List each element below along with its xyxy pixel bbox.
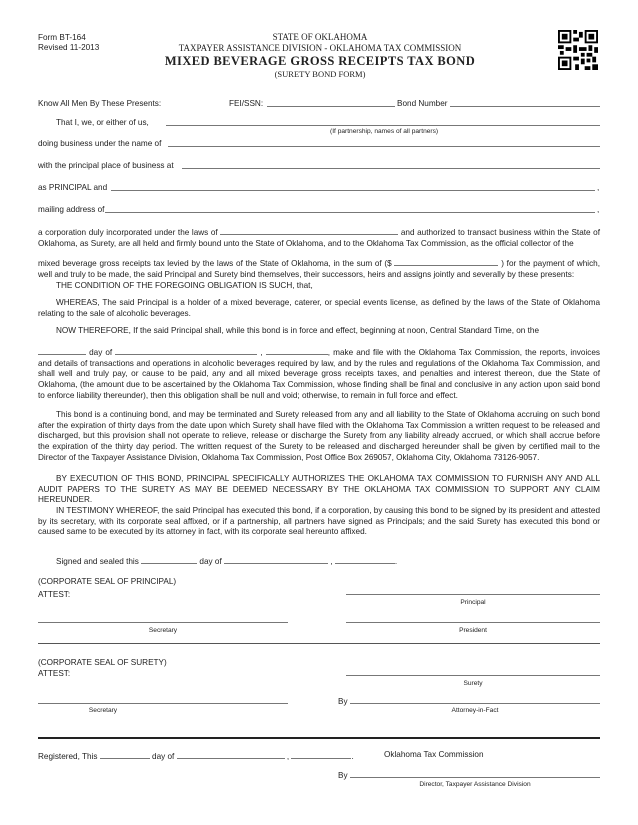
principal-signature-line[interactable] (346, 594, 600, 595)
principal-seal-label: (CORPORATE SEAL OF PRINCIPAL) (38, 577, 177, 586)
attorney-label: Attorney-in-Fact (451, 707, 499, 714)
corp-post: and authorized to transact business within the State of Oklahoma, as Surety, are all held and firmly bound unto the State of Oklahoma, and to the Oklahoma Tax Commission, as the official collector of the (38, 228, 600, 248)
fei-ssn-field[interactable] (267, 106, 395, 107)
sum-paragraph (38, 257, 600, 280)
surety-secretary-signature-line[interactable] (38, 703, 288, 704)
bond-amount-field[interactable] (394, 257, 498, 266)
form-subtitle: (SURETY BOND FORM) (274, 69, 366, 79)
signed-year-field[interactable] (335, 555, 398, 566)
registered-this-label: Registered, This (38, 752, 98, 761)
sum-post: ) for the payment of which, well and truly to be made, the said Principal and Surety bind themselves, their successors, heirs and assigns jointly and severally by these presents: (38, 259, 601, 279)
that-i-label: That I, we, or either of us, (56, 118, 149, 127)
continuing-bond-paragraph: This bond is a continuing bond, and may be terminated and Surety released from any and all liability to the State of Oklahoma accruing on such bond after the expiration of thirty days from the date upon which Surety shall have filed with the Oklahoma Tax Commission a written request to be released and discharged, but this provision shall not operate to relieve, release or discharge the Surety from any liability already accrued, or which shall accrue before the expiration of the thirty day period. The written request of the Surety to be released and discharged hereunder shall be given by certified mail to the Director of the Taxpayer Assistance Division, Oklahoma Tax Commission, Post Office Box 269057, Oklahoma City, Oklahoma 73126-9057. (38, 410, 600, 462)
mailing-address-field[interactable] (105, 212, 595, 213)
signed-month-field[interactable] (224, 555, 328, 564)
by-execution-paragraph: BY EXECUTION OF THIS BOND, PRINCIPAL SPECIFICALLY AUTHORIZES THE OKLAHOMA TAX COMMISSION TO FURNISH ANY AND ALL AUDIT PAPERS TO THE SURETY AS MAY BE DEEMED NECESSARY BY THE OKLAHOMA TAX COMMISSION TO SUPPORT ANY CLAIM HEREUNDER. (38, 474, 600, 505)
period: . (351, 752, 354, 761)
commission-label: Oklahoma Tax Commission (384, 750, 484, 759)
principal-place-label: with the principal place of business at (38, 161, 174, 170)
signed-day-of-label: day of (199, 557, 222, 566)
director-signature-line[interactable] (350, 777, 600, 778)
surety-seal-label: (CORPORATE SEAL OF SURETY) (38, 658, 167, 667)
principal-secretary-signature-line[interactable] (38, 622, 288, 623)
state-heading: STATE OF OKLAHOMA (272, 32, 368, 42)
period: . (394, 557, 398, 566)
corporation-paragraph (38, 226, 600, 249)
director-label: Director, Taxpayer Assistance Division (419, 781, 531, 788)
know-all-label: Know All Men By These Presents: (38, 99, 162, 108)
state-of-incorporation-field[interactable] (220, 226, 398, 235)
as-principal-field[interactable] (111, 190, 595, 191)
registered-month-field[interactable] (177, 750, 285, 759)
surety-secretary-label: Secretary (88, 707, 118, 714)
president-label: President (459, 627, 487, 634)
month-field[interactable] (115, 346, 257, 355)
registered-year-field[interactable] (291, 750, 354, 761)
principal-attest-label: ATTEST: (38, 590, 71, 599)
sum-pre: mixed beverage gross receipts tax levied by the laws of the State of Oklahoma, in the sum of ($ (38, 259, 392, 268)
registration-by-label: By (338, 771, 348, 780)
year-field[interactable] (266, 346, 328, 355)
day-of-paragraph: day of , , make and file with the Oklahoma Tax Commission, the reports, invoices and details of transactions and operations in alcoholic beverages required by law, and by the rules and regulations of the Oklahoma Tax Commission, and shall well and truly pay, or cause to be paid, any and all mixed beverage gross receipts taxes, and penalties and interest thereon, due the State of Oklahoma, (the amount due to be ascertained by the Oklahoma Tax Commission, whose finding shall be final and conclusive in any action upon said bond to enforce liability thereunder), then this obligation shall be null and void; otherwise, to remain in full force and effect. (38, 348, 601, 400)
division-heading: TAXPAYER ASSISTANCE DIVISION - OKLAHOMA TAX COMMISSION (178, 43, 462, 53)
whereas-paragraph: WHEREAS, The said Principal is a holder of a mixed beverage, caterer, or special events license, as defined by the laws of the State of Oklahoma relating to the sale of alcoholic beverages. (38, 298, 600, 318)
testimony-paragraph: IN TESTIMONY WHEREOF, the said Principal has executed this bond, if a corporation, by causing this bond to be signed by its president and attested by its secretary, with its corporate seal affixed, or if a partnership, all partners have signed as Principals; and the said Surety has executed this bond or caused same to be executed by its attorney in fact, with its corporate seal hereunto affixed. (38, 506, 600, 537)
signed-sealed-row: Signed and sealed this day of , . (56, 557, 398, 566)
surety-label: Surety (463, 680, 483, 687)
registration-divider (38, 737, 600, 739)
corp-pre: a corporation duly incorporated under the laws of (38, 228, 218, 237)
now-therefore-paragraph: NOW THEREFORE, If the said Principal shall, while this bond is in force and effect, beginning at noon, Central Standard Time, on the (56, 326, 540, 335)
form-number: Form BT-164 (38, 33, 86, 42)
as-principal-label: as PRINCIPAL and (38, 183, 108, 192)
signed-day-field[interactable] (141, 555, 197, 564)
attorney-in-fact-signature-line[interactable] (350, 703, 600, 704)
bond-number-label: Bond Number (397, 99, 448, 108)
dba-label: doing business under the name of (38, 139, 162, 148)
principal-label: Principal (460, 599, 486, 606)
signed-sealed-label: Signed and sealed this (56, 557, 139, 566)
principal-place-field[interactable] (182, 168, 600, 169)
president-signature-line[interactable] (346, 622, 600, 623)
registration-row: Registered, This day of , . (38, 752, 354, 761)
partners-hint: (If partnership, names of all partners) (330, 128, 439, 135)
secretary-label: Secretary (148, 627, 178, 634)
mailing-label: mailing address of (38, 205, 105, 214)
day-of-label: day of (89, 348, 113, 357)
revised-date: Revised 11-2013 (38, 43, 100, 52)
day-field[interactable] (38, 346, 86, 355)
comma: , (597, 183, 600, 192)
surety-attest-label: ATTEST: (38, 669, 71, 678)
make-file-text: , make and file with the Oklahoma Tax Commission, the reports, invoices and details of transactions and operations in alcoholic beverages required by law, and by the rules and regulations of the Oklahoma Tax Commission, and shall well and truly pay, or cause to be paid, any and all mixed beverage gross receipts taxes, and penalties and interest thereon, due the State of Oklahoma, (the amount due to be ascertained by the Oklahoma Tax Commission, whose finding shall be final and conclusive in any action upon said bond to enforce liability thereunder), then this obligation shall be null and void; otherwise, to remain in full force and effect. (38, 348, 601, 400)
registered-day-field[interactable] (100, 750, 150, 759)
dba-field[interactable] (168, 146, 600, 147)
bond-number-field[interactable] (450, 106, 600, 107)
registered-day-of-label: day of (152, 752, 175, 761)
qr-code-icon (557, 30, 599, 70)
surety-signature-line[interactable] (346, 675, 600, 676)
comma: , (597, 205, 600, 214)
surety-by-label: By (338, 697, 348, 706)
partners-names-field[interactable] (166, 125, 600, 126)
section-divider (38, 643, 600, 644)
form-title: MIXED BEVERAGE GROSS RECEIPTS TAX BOND (164, 54, 476, 68)
condition-paragraph: THE CONDITION OF THE FOREGOING OBLIGATION IS SUCH, that, (56, 281, 313, 290)
fei-ssn-label: FEI/SSN: (229, 99, 264, 108)
